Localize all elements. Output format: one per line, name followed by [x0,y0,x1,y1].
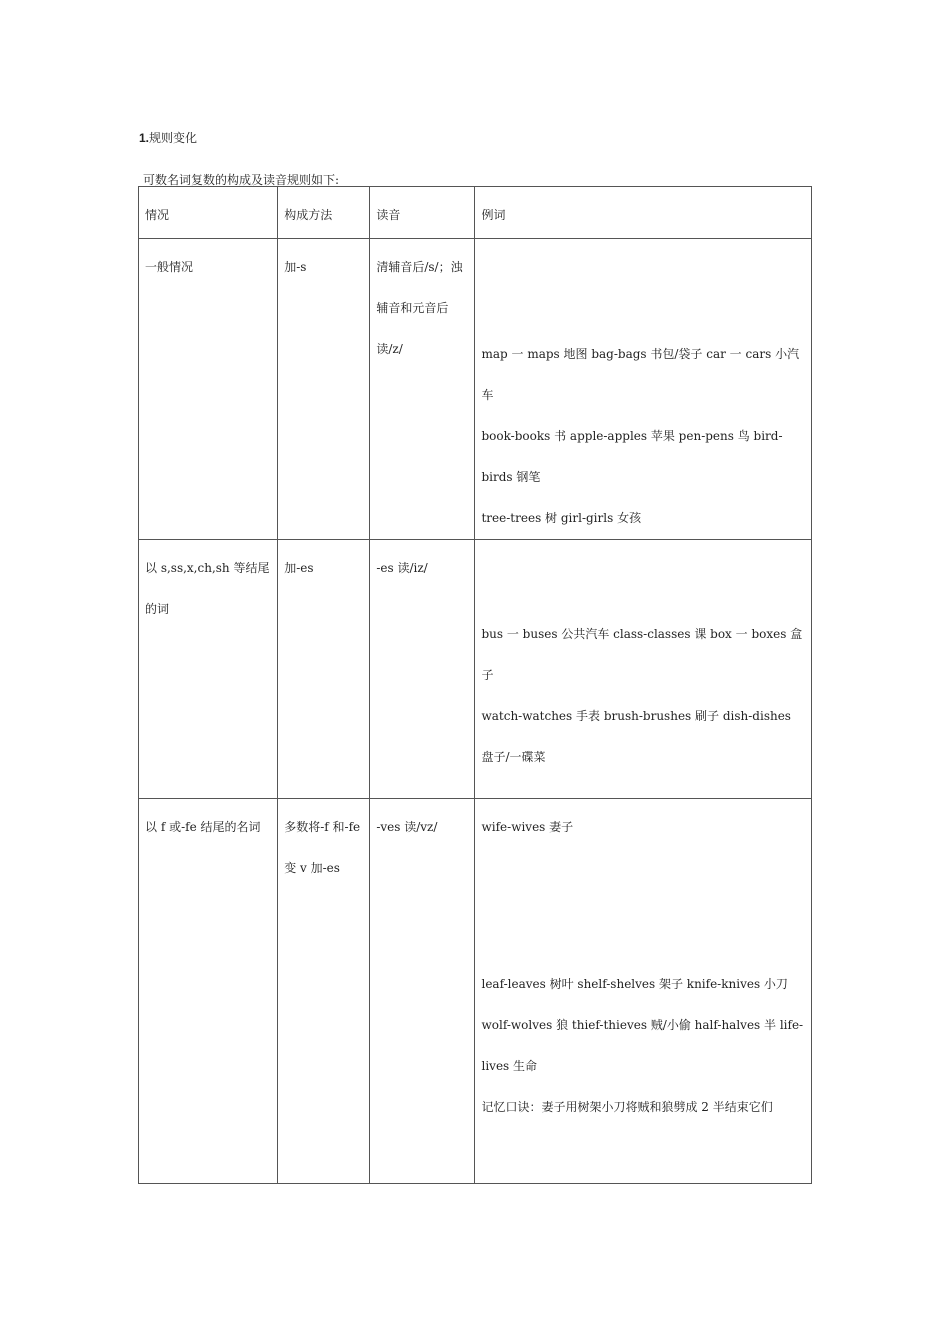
example-line: map 一 maps 地图 bag-bags 书包/袋子 car 一 cars 小汽车 [481,347,800,402]
cell-examples [475,540,812,799]
table-row [139,540,812,799]
plural-rules-table [138,186,812,1184]
cell-method [278,239,370,540]
cell-examples [475,799,812,1184]
situation-text: 以 f 或-fe 结尾的名词 [145,820,261,834]
method-text: 加-es [284,561,314,575]
mnemonic-line: 记忆口诀：妻子用树架小刀将贼和狼劈成 2 半结束它们 [481,1100,773,1114]
section-title: 规则变化 [149,131,198,145]
section-heading [139,130,197,146]
method-text: 多数将-f 和-fe 变 v 加-es [284,820,361,875]
example-line: bus 一 buses 公共汽车 class-classes 课 box 一 boxes 盒子 [481,627,803,682]
header-situation: 情况 [139,187,278,239]
cell-situation [139,239,278,540]
table-header-row [139,187,812,239]
pronunciation-text: -es 读/iz/ [376,561,428,575]
example-line: wife-wives 妻子 [481,820,574,834]
table-row [139,799,812,1184]
situation-text: 以 s,ss,x,ch,sh 等结尾的词 [145,561,270,616]
pronunciation-text: 清辅音后/s/；浊辅音和元音后读/z/ [376,260,463,356]
section-number: 1. [139,131,150,145]
cell-examples [475,239,812,540]
cell-method [278,540,370,799]
method-text: 加-s [284,260,307,274]
header-method: 构成方法 [278,187,370,239]
example-line: tree-trees 树 girl-girls 女孩 [481,511,642,525]
example-line: watch-watches 手表 brush-brushes 刷子 dish-dishes 盘子/一碟菜 [481,709,791,764]
cell-situation [139,799,278,1184]
header-pronunciation: 读音 [370,187,475,239]
cell-pronunciation [370,239,475,540]
example-line: book-books 书 apple-apples 苹果 pen-pens 鸟 bird-birds 钢笔 [481,429,783,484]
situation-text: 一般情况 [145,260,194,274]
cell-situation [139,540,278,799]
cell-method [278,799,370,1184]
table-row [139,239,812,540]
intro-text: 可数名词复数的构成及读音规则如下: [143,173,340,187]
header-examples: 例词 [475,187,812,239]
cell-pronunciation [370,540,475,799]
cell-pronunciation [370,799,475,1184]
example-line: leaf-leaves 树叶 shelf-shelves 架子 knife-knives 小刀 wolf-wolves 狼 thief-thieves 贼/小偷 half-halves 半 life-lives 生命 [481,977,804,1073]
pronunciation-text: -ves 读/vz/ [376,820,438,834]
